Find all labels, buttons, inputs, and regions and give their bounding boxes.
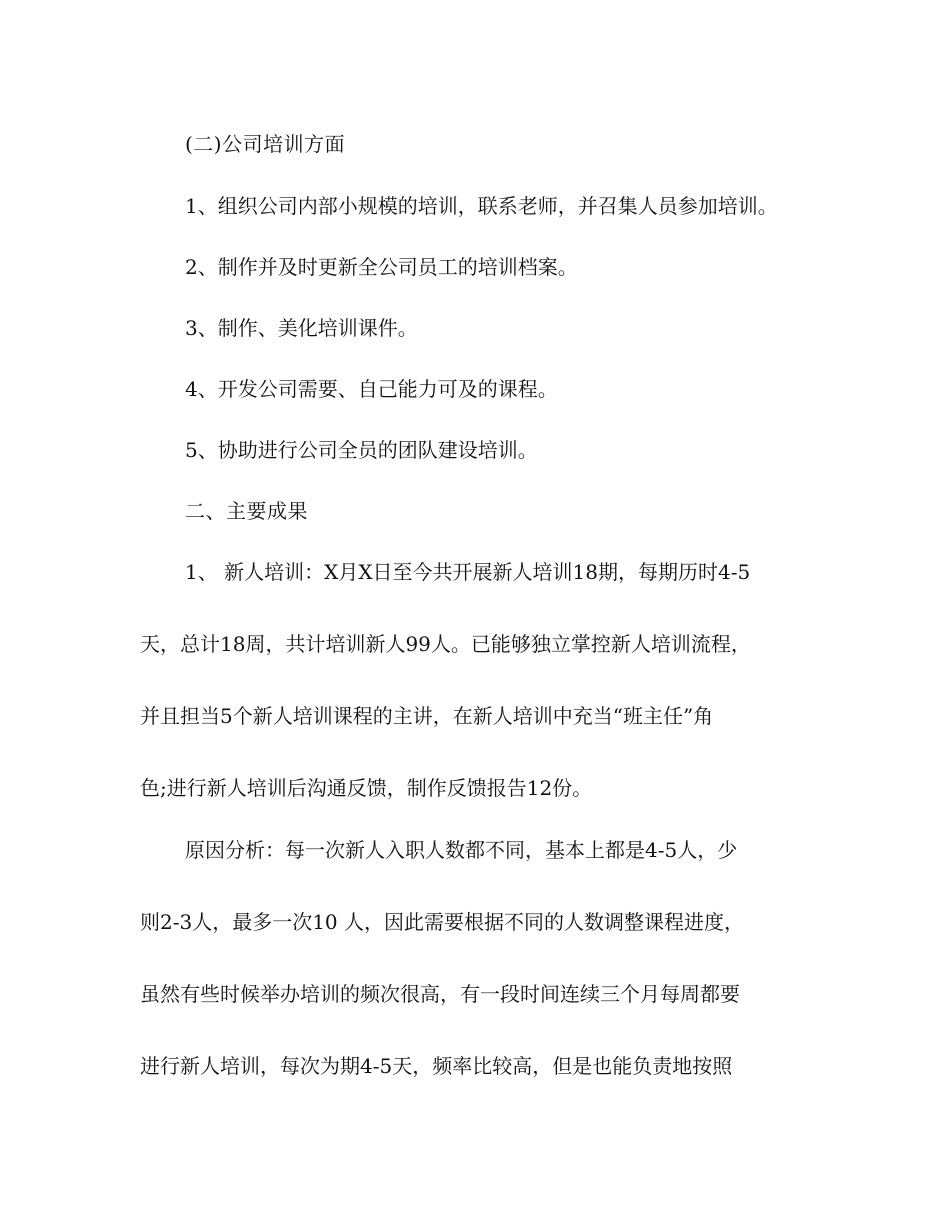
section-heading-company-training: (二)公司培训方面 xyxy=(185,132,346,156)
list-item: 4、开发公司需要、自己能力可及的课程。 xyxy=(185,377,558,401)
paragraph-line: 天，总计18周，共计培训新人99人。已能够独立掌控新人培训流程， xyxy=(140,632,751,656)
paragraph-line: 色;进行新人培训后沟通反馈，制作反馈报告12份。 xyxy=(140,776,593,800)
list-item: 3、制作、美化培训课件。 xyxy=(185,316,418,340)
list-item: 1、组织公司内部小规模的培训，联系老师，并召集人员参加培训。 xyxy=(185,194,778,218)
paragraph-line: 进行新人培训，每次为期4-5天，频率比较高，但是也能负责地按照 xyxy=(140,1054,733,1078)
paragraph-line: 则2-3人，最多一次10 人，因此需要根据不同的人数调整课程进度， xyxy=(140,910,745,934)
paragraph-line: 虽然有些时候举办培训的频次很高，有一段时间连续三个月每周都要 xyxy=(140,982,740,1006)
list-item: 2、制作并及时更新全公司员工的培训档案。 xyxy=(185,255,578,279)
paragraph-line: 1、 新人培训：X月X日至今共开展新人培训18期，每期历时4-5 xyxy=(185,560,751,584)
section-heading-results: 二、主要成果 xyxy=(185,499,308,523)
paragraph-line: 原因分析：每一次新人入职人数都不同，基本上都是4-5人，少 xyxy=(185,838,738,862)
paragraph-line: 并且担当5个新人培训课程的主讲，在新人培训中充当“班主任”角 xyxy=(140,704,714,728)
list-item: 5、协助进行公司全员的团队建设培训。 xyxy=(185,438,538,462)
